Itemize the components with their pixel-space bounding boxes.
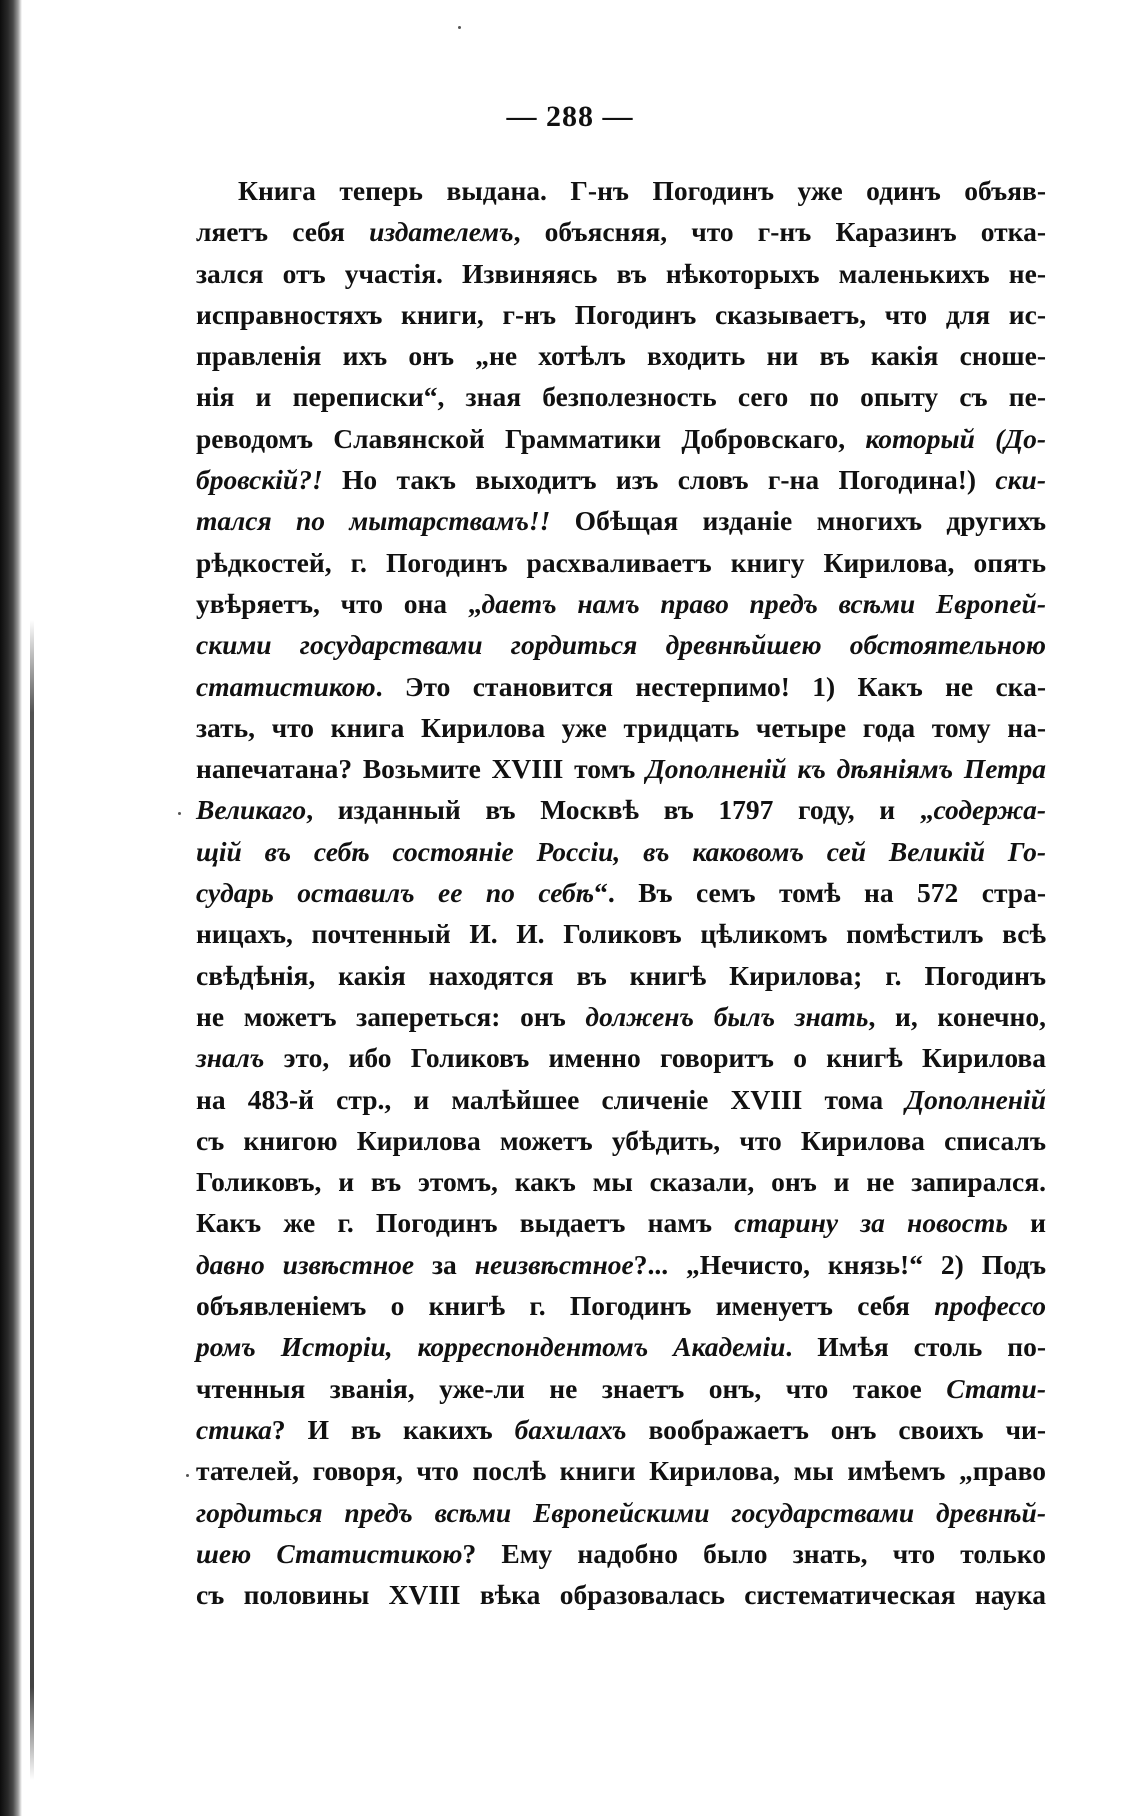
text-span: тателей, говоря, что послѣ книги Кирилова, мы имѣемъ „право	[196, 1455, 1046, 1487]
text-line	[196, 1368, 1046, 1409]
text-span: за	[414, 1248, 475, 1280]
italic-span: долженъ былъ знать	[585, 1000, 869, 1032]
italic-span: даетъ намъ право предъ всѣми Европей-	[481, 587, 1046, 619]
italic-span: Великаго	[196, 794, 307, 826]
text-line	[196, 1285, 1046, 1326]
text-line	[196, 376, 1046, 417]
text-line	[196, 1326, 1046, 1367]
text-span: напечатана? Возьмите XVIII томъ	[196, 753, 646, 785]
italic-span: содержа-	[933, 794, 1046, 826]
text-span: на 483-й стр., и малѣйшее сличеніе XVIII тома	[196, 1083, 906, 1115]
italic-span: неизвѣстное	[474, 1248, 634, 1280]
text-span: ? И въ какихъ	[271, 1413, 515, 1445]
text-span: исправностяхъ книги, г-нъ Погодинъ сказываетъ, что для ис-	[196, 298, 1046, 330]
text-span: не можетъ запереться: онъ	[196, 1000, 586, 1032]
text-line	[196, 1574, 1046, 1615]
text-span: чтенныя званія, уже-ли не знаетъ онъ, что такое	[196, 1372, 947, 1404]
text-span: свѣдѣнія, какія находятся въ книгѣ Кирилова; г. Погодинъ	[196, 959, 1046, 991]
page-number: — 288 —	[506, 100, 634, 133]
text-span: съ половины XVIII вѣка образовалась систематическая наука	[196, 1579, 1046, 1611]
scan-speck	[186, 1474, 189, 1477]
text-span: ? Ему надобно было знать, что только	[462, 1537, 1047, 1569]
text-span: , и, конечно,	[868, 1000, 1047, 1032]
text-line	[196, 1409, 1046, 1450]
text-line	[196, 253, 1046, 294]
italic-span: ски-	[995, 464, 1046, 496]
text-line	[196, 170, 1046, 211]
text-line	[196, 1120, 1046, 1161]
text-span: “. Въ семъ томѣ на 572 стра-	[594, 877, 1047, 909]
body-text	[196, 170, 1046, 1615]
text-span: воображаетъ онъ своихъ чи-	[626, 1413, 1046, 1445]
text-span: правленія ихъ онъ „не хотѣлъ входить ни въ какія сноше-	[196, 340, 1046, 372]
text-line	[196, 996, 1046, 1037]
text-line	[196, 1037, 1046, 1078]
text-line	[196, 294, 1046, 335]
text-span: нія и переписки“, зная безполезность сего по опыту съ пе-	[196, 381, 1046, 413]
text-span: реводомъ Славянской Грамматики Добровскаго,	[196, 422, 866, 454]
scan-speck	[458, 26, 461, 29]
text-line	[196, 1492, 1046, 1533]
text-line	[196, 666, 1046, 707]
italic-span: профессо	[934, 1290, 1046, 1322]
italic-span: скими государствами гордиться древнѣйшею обстоятельною	[196, 629, 1046, 661]
text-span: увѣряетъ, что она „	[196, 587, 482, 619]
italic-span: (До-	[974, 422, 1046, 454]
italic-span: гордиться предъ всѣми Европейскими государствами древнѣй-	[196, 1496, 1046, 1528]
scan-speck	[178, 812, 181, 815]
text-line	[196, 1450, 1046, 1491]
italic-span: статистикою	[196, 670, 376, 702]
text-line	[196, 955, 1046, 996]
italic-span: старину за новость	[734, 1207, 1008, 1239]
text-span: ?... „Нечисто, князь!“ 2) Подъ	[633, 1248, 1046, 1280]
text-line	[196, 500, 1046, 541]
italic-span: шею Статистикою	[196, 1537, 463, 1569]
italic-span: давно извѣстное	[196, 1248, 415, 1280]
text-span: и	[1007, 1207, 1046, 1239]
text-span: , изданный въ Москвѣ въ 1797 году, и „	[306, 794, 934, 826]
text-line	[196, 583, 1046, 624]
text-line	[196, 707, 1046, 748]
text-span: съ книгою Кирилова можетъ убѣдить, что Кирилова списалъ	[196, 1124, 1046, 1156]
italic-span: зналъ	[196, 1042, 265, 1074]
text-line	[196, 624, 1046, 665]
binding-shadow	[0, 0, 22, 1816]
text-line	[196, 459, 1046, 500]
italic-span: ромъ Исторіи, корреспондентомъ Академіи	[196, 1331, 786, 1363]
italic-span: щій въ себѣ состояніе Россіи, въ каковомъ сей Великій Го-	[196, 835, 1046, 867]
text-span: рѣдкостей, г. Погодинъ расхваливаетъ книгу Кирилова, опять	[196, 546, 1046, 578]
text-span: Голиковъ, и въ этомъ, какъ мы сказали, онъ и не запирался.	[196, 1166, 1046, 1198]
italic-span: стика	[196, 1413, 272, 1445]
text-span: . Имѣя столь по-	[785, 1331, 1047, 1363]
text-line	[196, 748, 1046, 789]
text-line	[196, 872, 1046, 913]
text-line	[196, 418, 1046, 459]
text-line	[196, 335, 1046, 376]
text-line	[196, 913, 1046, 954]
text-line	[196, 831, 1046, 872]
text-span: Какъ же г. Погодинъ выдаетъ намъ	[196, 1207, 735, 1239]
text-span: . Это становится нестерпимо! 1) Какъ не ска-	[375, 670, 1046, 702]
text-span: Книга теперь выдана. Г-нъ Погодинъ уже одинъ объяв-	[238, 175, 1046, 206]
text-line	[196, 1533, 1046, 1574]
text-line	[196, 1202, 1046, 1243]
text-span: , объясняя, что г-нъ Каразинъ отка-	[513, 216, 1046, 248]
text-line	[196, 542, 1046, 583]
text-span: зать, что книга Кирилова уже тридцать четыре года тому на-	[196, 711, 1046, 743]
text-span: ляетъ себя	[196, 216, 370, 248]
text-line	[196, 789, 1046, 830]
italic-span: который	[865, 422, 975, 454]
text-span: Обѣщая изданіе многихъ другихъ	[550, 505, 1047, 537]
text-span: зался отъ участія. Извиняясь въ нѣкоторыхъ маленькихъ не-	[196, 257, 1046, 289]
italic-span: бахилахъ	[514, 1413, 627, 1445]
italic-span: Дополненій къ дѣяніямъ Петра	[645, 753, 1046, 785]
text-span: объявленіемъ о книгѣ г. Погодинъ именуетъ себя	[196, 1290, 935, 1322]
italic-span: бровскій?!	[196, 464, 323, 496]
text-line	[196, 211, 1046, 252]
italic-span: Дополненій	[905, 1083, 1046, 1115]
binding-streak	[30, 620, 34, 1780]
text-span: ницахъ, почтенный И. И. Голиковъ цѣликомъ помѣстилъ всѣ	[196, 918, 1046, 950]
text-line	[196, 1161, 1046, 1202]
italic-span: издателемъ	[369, 216, 514, 248]
text-span: это, ибо Голиковъ именно говоритъ о книгѣ Кирилова	[264, 1042, 1046, 1074]
text-span: Но такъ выходитъ изъ словъ г-на Погодина!)	[322, 464, 996, 496]
text-line	[196, 1244, 1046, 1285]
italic-span: Стати-	[946, 1372, 1046, 1404]
text-line	[196, 1079, 1046, 1120]
italic-span: тался по мытарствамъ!!	[196, 505, 551, 537]
italic-span: сударь оставилъ ее по себѣ	[196, 877, 595, 909]
